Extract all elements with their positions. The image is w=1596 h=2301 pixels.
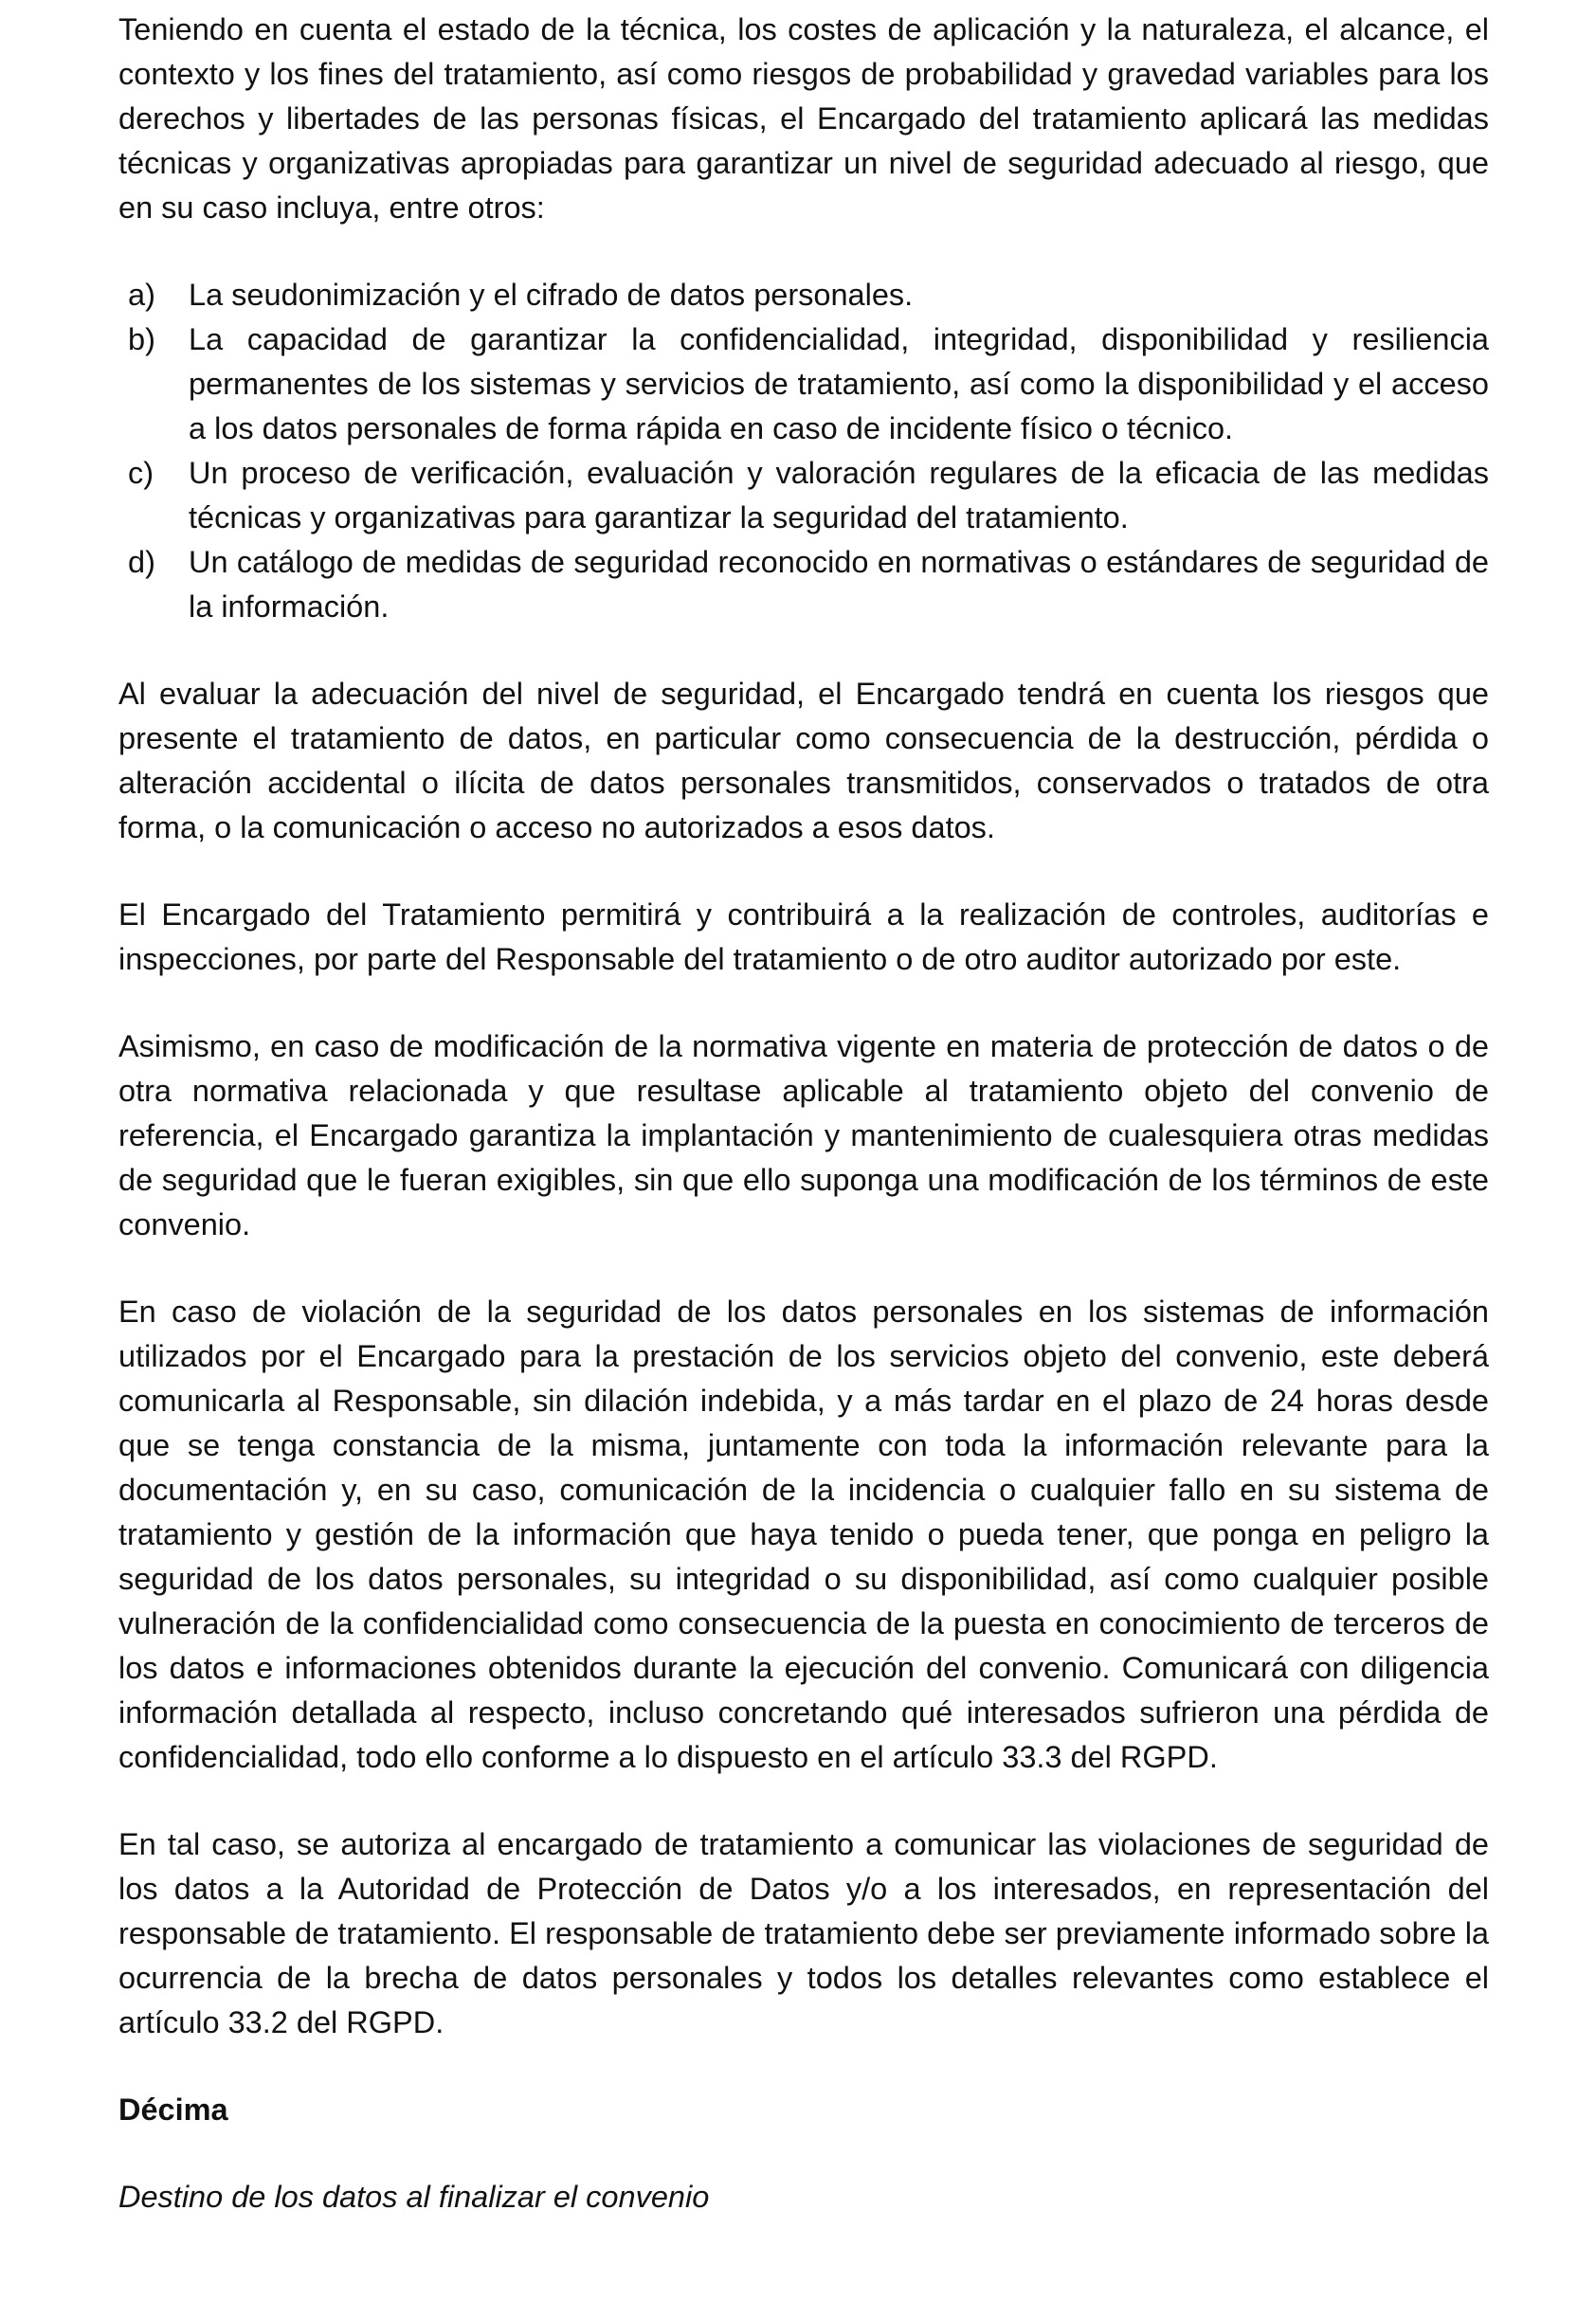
- list-item-text: La capacidad de garantizar la confidencialidad, integridad, disponibilidad y resiliencia permanentes de los sistemas y servicios de tratamiento, así como la disponibilidad y el acceso a los datos personales de forma rápida en caso de incidente físico o técnico.: [189, 322, 1489, 445]
- list-item-text: Un proceso de verificación, evaluación y valoración regulares de la eficacia de las medidas técnicas y organizativas para garantizar la seguridad del tratamiento.: [189, 456, 1489, 534]
- intro-paragraph: Teniendo en cuenta el estado de la técnica, los costes de aplicación y la naturaleza, el alcance, el contexto y los fines del tratamiento, así como riesgos de probabilidad y gravedad variables para los derechos y libertades de las personas físicas, el Encargado del tratamiento aplicará las medidas técnicas y organizativas apropiadas para garantizar un nivel de seguridad adecuado al riesgo, que en su caso incluya, entre otros:: [118, 12, 1489, 225]
- document-page: [118, 8, 1489, 2219]
- list-item: [118, 540, 1489, 629]
- list-item-text: Un catálogo de medidas de seguridad reconocido en normativas o estándares de seguridad de la información.: [189, 545, 1489, 624]
- list-marker: b): [128, 322, 155, 356]
- audits-paragraph: El Encargado del Tratamiento permitirá y contribuirá a la realización de controles, auditorías e inspecciones, por parte del Responsable del tratamiento o de otro auditor autorizado por este.: [118, 897, 1489, 976]
- list-marker: d): [128, 545, 155, 579]
- regulation-change-paragraph: Asimismo, en caso de modificación de la normativa vigente en materia de protección de datos o de otra normativa relacionada y que resultase aplicable al tratamiento objeto del convenio de referencia, el Encargado garantiza la implantación y mantenimiento de cualesquiera otras medidas de seguridad que le fueran exigibles, sin que ello suponga una modificación de los términos de este convenio.: [118, 1029, 1489, 1241]
- list-marker: a): [128, 278, 155, 312]
- list-item: [118, 451, 1489, 540]
- security-evaluation-paragraph: Al evaluar la adecuación del nivel de seguridad, el Encargado tendrá en cuenta los riesgos que presente el tratamiento de datos, en particular como consecuencia de la destrucción, pérdida o alteración accidental o ilícita de datos personales transmitidos, conservados o tratados de otra forma, o la comunicación o acceso no autorizados a esos datos.: [118, 677, 1489, 844]
- breach-notification-paragraph: En caso de violación de la seguridad de los datos personales en los sistemas de información utilizados por el Encargado para la prestación de los servicios objeto del convenio, este deberá comunicarla al Responsable, sin dilación indebida, y a más tardar en el plazo de 24 horas desde que se tenga constancia de la misma, juntamente con toda la información relevante para la documentación y, en su caso, comunicación de la incidencia o cualquier fallo en su sistema de tratamiento y gestión de la información que haya tenido o pueda tener, que ponga en peligro la seguridad de los datos personales, su integridad o su disponibilidad, así como cualquier posible vulneración de la confidencialidad como consecuencia de la puesta en conocimiento de terceros de los datos e informaciones obtenidos durante la ejecución del convenio. Comunicará con diligencia información detallada al respecto, incluso concretando qué interesados sufrieron una pérdida de confidencialidad, todo ello conforme a lo dispuesto en el artículo 33.3 del RGPD.: [118, 1295, 1489, 1774]
- list-item-text: La seudonimización y el cifrado de datos personales.: [189, 278, 914, 312]
- list-item: [118, 273, 1489, 317]
- list-marker: c): [128, 456, 154, 490]
- list-item: [118, 317, 1489, 451]
- section-heading: Décima: [118, 2093, 228, 2127]
- section-subheading: Destino de los datos al finalizar el convenio: [118, 2180, 710, 2214]
- authority-notification-paragraph: En tal caso, se autoriza al encargado de tratamiento a comunicar las violaciones de seguridad de los datos a la Autoridad de Protección de Datos y/o a los interesados, en representación del responsable de tratamiento. El responsable de tratamiento debe ser previamente informado sobre la ocurrencia de la brecha de datos personales y todos los detalles relevantes como establece el artículo 33.2 del RGPD.: [118, 1827, 1489, 2039]
- security-measures-list: [118, 273, 1489, 629]
